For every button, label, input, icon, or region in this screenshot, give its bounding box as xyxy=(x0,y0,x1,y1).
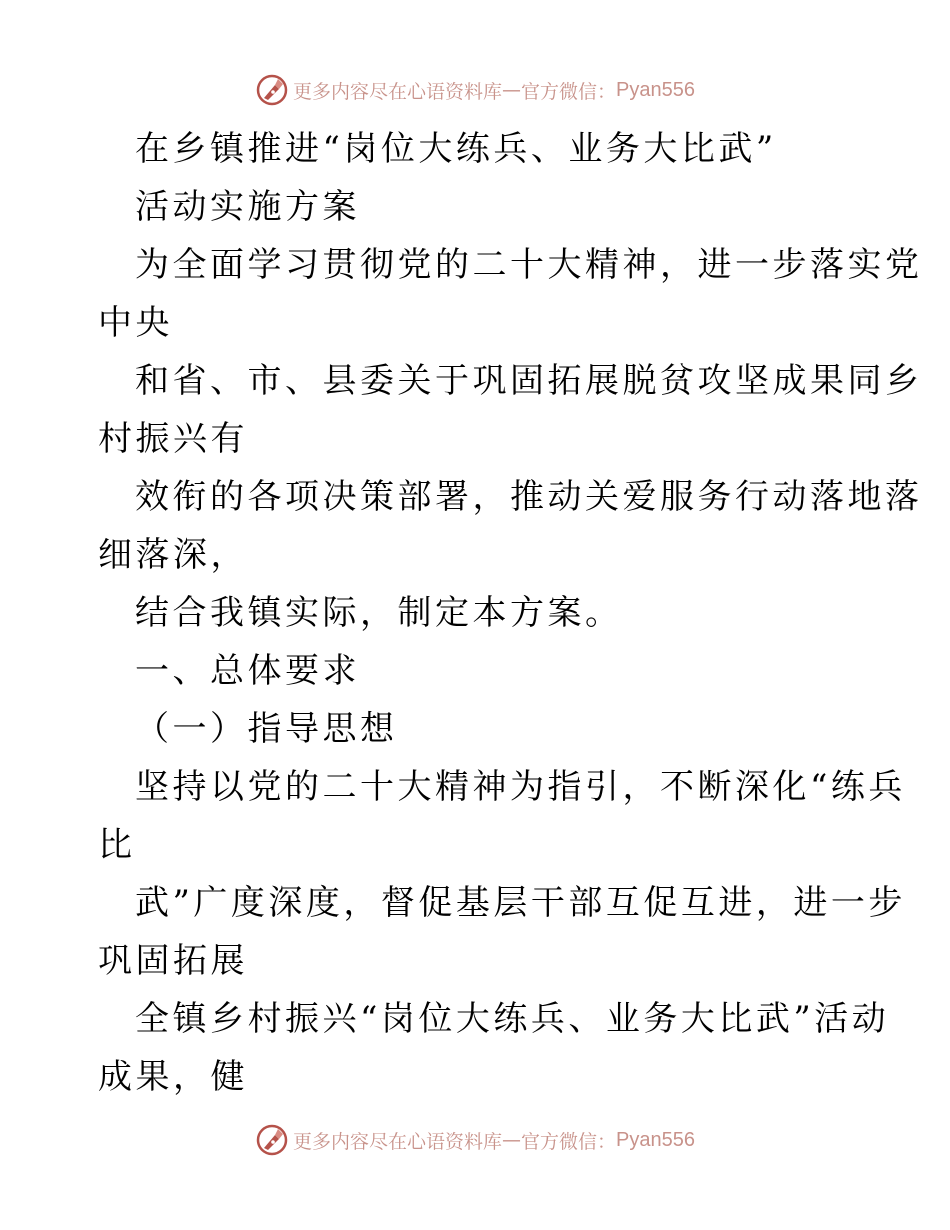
watermark-wechat-label: 官方微信： xyxy=(521,1130,617,1153)
watermark-site-name: 更多内容尽在心语资料库 xyxy=(293,80,503,103)
doc-paragraph-line: 比 xyxy=(98,825,136,865)
footer-watermark xyxy=(0,1120,950,1160)
subsection-heading: （一）指导思想 xyxy=(135,709,398,749)
watermark-dash: — xyxy=(502,1129,522,1151)
doc-paragraph-line: 结合我镇实际，制定本方案。 xyxy=(135,593,623,633)
doc-paragraph-line: 成果，健 xyxy=(98,1057,248,1097)
doc-paragraph-line: 和省、市、县委关于巩固拓展脱贫攻坚成果同乡 xyxy=(135,361,923,401)
doc-paragraph-line: 村振兴有 xyxy=(98,419,248,459)
doc-paragraph-line: 为全面学习贯彻党的二十大精神，进一步落实党 xyxy=(135,245,923,285)
watermark-dash: — xyxy=(502,79,522,101)
doc-paragraph-line: 中央 xyxy=(98,303,173,343)
pen-nib-logo-icon xyxy=(255,73,289,107)
header-watermark xyxy=(0,70,950,110)
pen-nib-logo-icon xyxy=(255,1123,289,1157)
doc-title-line-2: 活动实施方案 xyxy=(135,187,360,227)
watermark-wechat-id: Pyan556 xyxy=(616,1128,695,1151)
doc-paragraph-line: 巩固拓展 xyxy=(98,941,248,981)
doc-paragraph-line: 武”广度深度，督促基层干部互促互进，进一步 xyxy=(135,883,906,923)
doc-paragraph-line: 效衔的各项决策部署，推动关爱服务行动落地落 xyxy=(135,477,923,517)
section-heading: 一、总体要求 xyxy=(135,651,360,691)
doc-paragraph-line: 细落深， xyxy=(98,535,248,575)
watermark-wechat-label: 官方微信： xyxy=(521,80,617,103)
watermark-site-name: 更多内容尽在心语资料库 xyxy=(293,1130,503,1153)
doc-paragraph-line: 全镇乡村振兴“岗位大练兵、业务大比武”活动 xyxy=(135,999,890,1039)
doc-paragraph-line: 坚持以党的二十大精神为指引，不断深化“练兵 xyxy=(135,767,906,807)
watermark-wechat-id: Pyan556 xyxy=(616,78,695,101)
doc-title-line-1: 在乡镇推进“岗位大练兵、业务大比武” xyxy=(135,129,777,169)
